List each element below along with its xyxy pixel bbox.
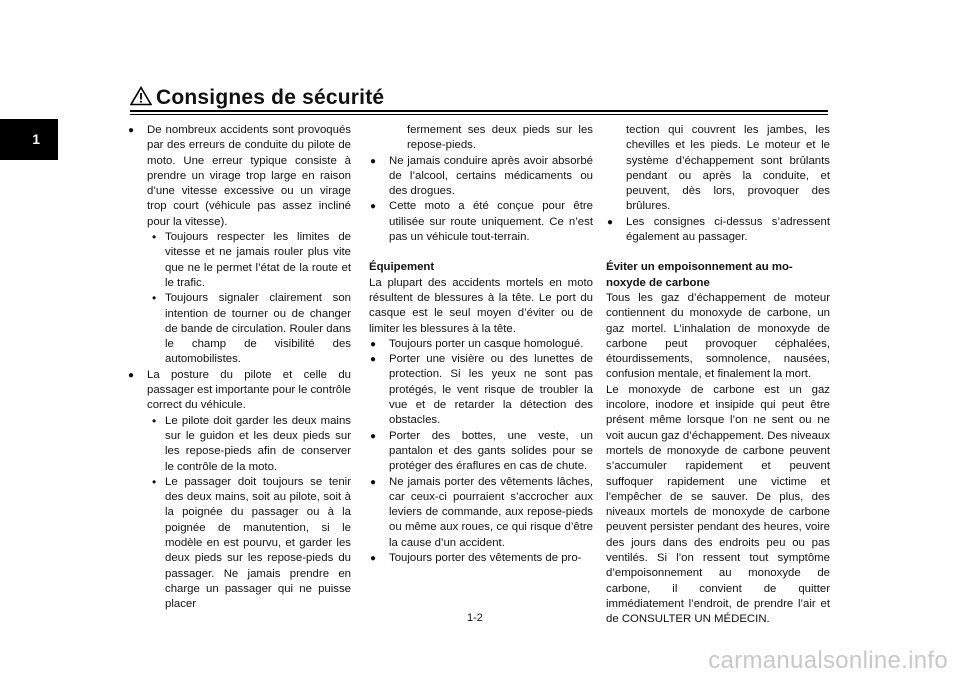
section-heading-co: Éviter un empoisonnement au mo- xyxy=(606,261,793,274)
sub-bullet-item: • Toujours respecter les limites de vitesse et ne jamais rouler plus vite que ne le permet l’état de la route et le trafic. xyxy=(127,230,351,291)
paragraph: Tous les gaz d’échappement de moteur contiennent du monoxyde de carbone, un gaz mortel. L’inhalation de monoxyde de carbone peut provoquer céphalées, étourdissements, somnolence, nausées, confusion mentale, et finalement la mort. xyxy=(606,291,830,381)
bullet-item: ● La posture du pilote et celle du passager est importante pour le contrôle correct du véhicule. xyxy=(127,368,351,414)
chapter-tab xyxy=(0,119,58,160)
column-3 xyxy=(606,123,830,628)
page-title-text: Consignes de sécurité xyxy=(156,86,385,109)
paragraph: Le monoxyde de carbone est un gaz incolore, inodore et insipide qui peut être présent même lorsque l’on ne sent ou ne voit aucun gaz d’échappement. Des niveaux mortels de monoxyde de carbone peuvent s’accumuler rapidement et peuvent suffoquer rapidement une victime et l’empêcher de se sauver. De plus, des niveaux mortels de monoxyde de carbone peuvent persister pendant des heures, voire des jours dans des endroits peu ou pas ventilés. Si l’on ressent tout symptôme d’empoisonnement au monoxyde de carbone, il convient de quitter immédiatement l’endroit, de prendre l’air et de CONSULTER UN MÉDECIN. xyxy=(606,383,830,626)
title-rule-thin xyxy=(130,114,828,115)
bullet-item: ● Les consignes ci-dessus s’adressent également au passager. xyxy=(606,215,830,246)
bullet-item: ● Ne jamais conduire après avoir absorbé de l’alcool, certains médicaments ou des drogues. xyxy=(369,154,593,200)
bullet-item: ● Porter des bottes, une veste, un pantalon et des gants solides pour se protéger des éraflures en cas de chute. xyxy=(369,429,593,475)
bullet-item: ● Toujours porter un casque homologué. xyxy=(369,337,593,352)
bullet-item: ● De nombreux accidents sont provoqués par des erreurs de conduite du pilote de moto. Une erreur typique consiste à prendre un virage trop large en raison d’une vitesse excessive ou un virage trop court (véhicule pas assez incliné pour la vitesse). xyxy=(127,123,351,230)
sub-bullet-item: • Le passager doit toujours se tenir des deux mains, soit au pilote, soit à la poignée du passager ou à la poignée de manutention, si le modèle en est pourvu, et garder les deux pieds sur les repose-pieds du passager. Ne jamais prendre en charge un passager qui ne puisse placer xyxy=(127,475,351,613)
column-1 xyxy=(127,123,351,613)
column-2 xyxy=(369,123,593,566)
bullet-item: ● Toujours porter des vêtements de pro- xyxy=(369,551,593,566)
section-heading-equipment: Équipement xyxy=(369,261,435,274)
sub-bullet-item: • Toujours signaler clairement son intention de tourner ou de changer de bande de circulation. Rouler dans le champ de visibilité des automobilistes. xyxy=(127,291,351,367)
warning-triangle-icon xyxy=(130,86,152,106)
title-rule xyxy=(130,110,828,112)
chapter-number: 1 xyxy=(32,131,40,147)
bullet-item: ● Cette moto a été conçue pour être utilisée sur route uniquement. Ce n’est pas un véhicule tout-terrain. xyxy=(369,199,593,245)
section-heading-co-cont: noxyde de carbone xyxy=(606,276,710,289)
bullet-item: ● Ne jamais porter des vêtements lâches, car ceux-ci pourraient s’accrocher aux leviers de commande, aux repose-pieds ou même aux roues, ce qui risque d’être la cause d’un accident. xyxy=(369,475,593,551)
page-number: 1-2 xyxy=(467,612,483,624)
continued-text: tection qui couvrent les jambes, les chevilles et les pieds. Le moteur et le système d’échappement sont brûlants pendant ou après la conduite, et peuvent, dès lors, provoquer des brûlures. xyxy=(626,124,830,213)
page-title xyxy=(130,86,384,110)
bullet-item: ● Porter une visière ou des lunettes de protection. Si les yeux ne sont pas protégés, le vent risque de troubler la vue et de retarder la détection des obstacles. xyxy=(369,352,593,428)
continued-text: fermement ses deux pieds sur les repose-pieds. xyxy=(407,124,593,152)
watermark: carmanualsonline.info xyxy=(708,647,948,674)
sub-bullet-item: • Le pilote doit garder les deux mains sur le guidon et les deux pieds sur les repose-pieds afin de conserver le contrôle de la moto. xyxy=(127,414,351,475)
paragraph: La plupart des accidents mortels en moto résultent de blessures à la tête. Le port du casque est le seul moyen d’éviter ou de limiter les blessures à la tête. xyxy=(369,276,593,335)
